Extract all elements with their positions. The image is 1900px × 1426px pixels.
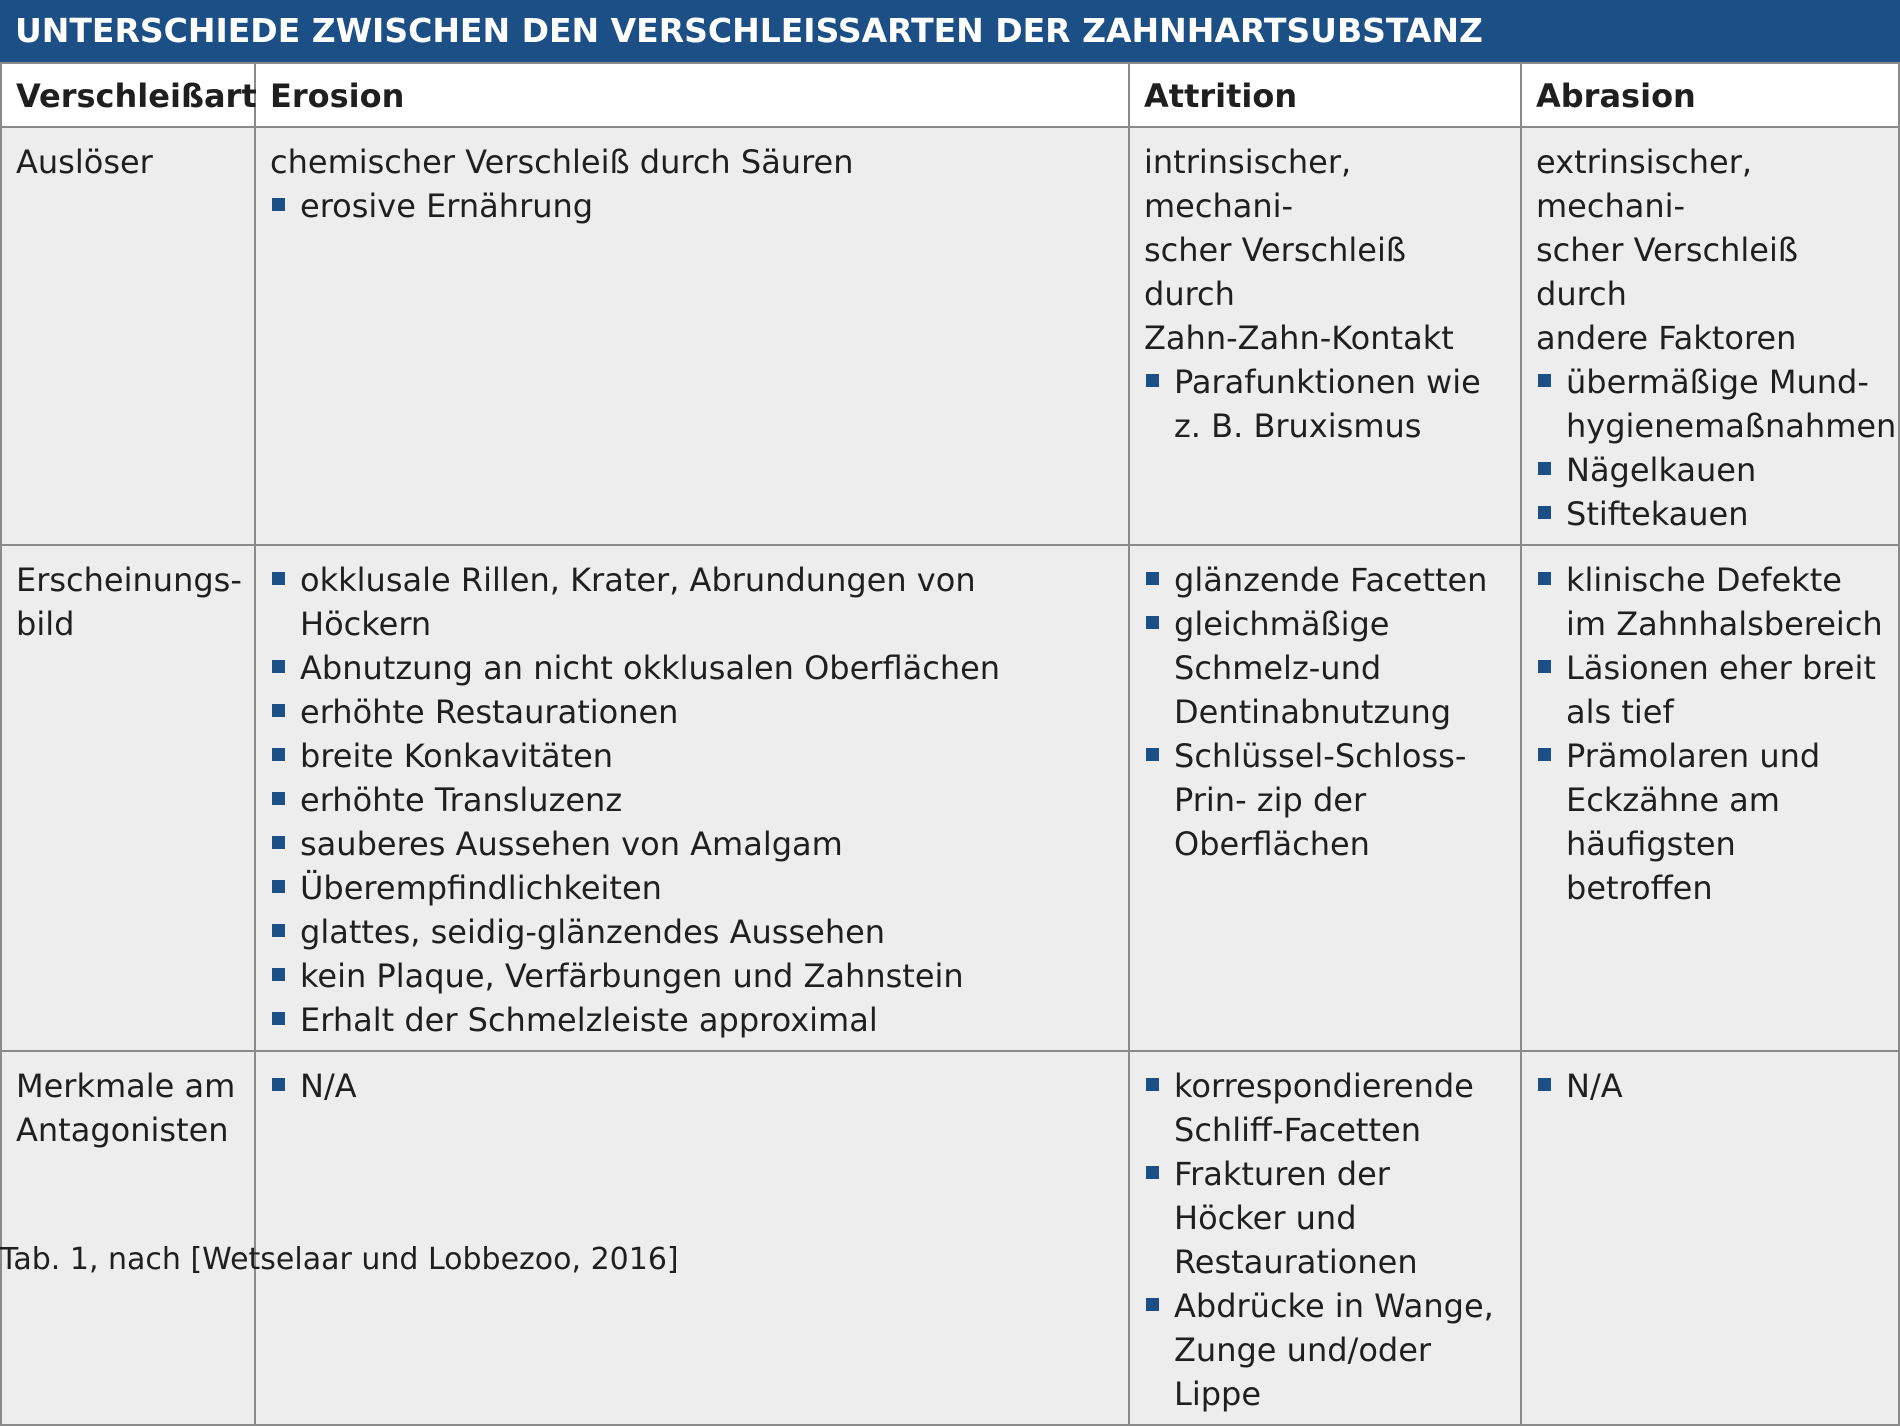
bullet-text: erhöhte Restaurationen — [300, 693, 679, 731]
cell-ausloeser-erosion — [255, 127, 1129, 545]
bullet-text: Frakturen der Höcker und Restaurationen — [1174, 1155, 1418, 1281]
bullet-text: Prämolaren und Eckzähne am häufigsten betroffen — [1566, 737, 1821, 907]
bullet-text: Stiftekauen — [1566, 495, 1749, 533]
bullet-item — [270, 998, 1114, 1042]
bullet-text: klinische Defekte im Zahnhalsbereich — [1566, 561, 1883, 643]
square-bullet-icon — [1538, 462, 1551, 475]
bullet-text: Erhalt der Schmelzleiste approximal — [300, 1001, 878, 1039]
cell-ausloeser-abrasion — [1521, 127, 1899, 545]
bullet-text: erhöhte Transluzenz — [300, 781, 623, 819]
cell-ausloeser-attrition — [1129, 127, 1521, 545]
bullet-text: erosive Ernährung — [300, 187, 594, 225]
table-caption: Tab. 1, nach [Wetselaar und Lobbezoo, 2016] — [0, 1242, 679, 1277]
square-bullet-icon — [272, 836, 285, 849]
square-bullet-icon — [1538, 660, 1551, 673]
bullet-list — [1144, 558, 1506, 866]
intro-line: Zahn-Zahn-Kontakt — [1144, 319, 1454, 357]
bullet-list — [1536, 1064, 1884, 1108]
bullet-text: korrespondierende Schliff-Facetten — [1174, 1067, 1474, 1149]
bullet-item — [270, 866, 1114, 910]
bullet-item — [270, 646, 1114, 690]
square-bullet-icon — [1146, 616, 1159, 629]
intro-line: andere Faktoren — [1536, 319, 1797, 357]
cell-antagonisten-abrasion — [1521, 1051, 1899, 1425]
cell-erscheinungsbild-attrition — [1129, 545, 1521, 1051]
bullet-text: glänzende Facetten — [1174, 561, 1488, 599]
bullet-item — [1536, 646, 1884, 734]
bullet-item — [1144, 602, 1506, 734]
bullet-text: breite Konkavitäten — [300, 737, 614, 775]
header-attrition: Attrition — [1129, 63, 1521, 127]
square-bullet-icon — [272, 1012, 285, 1025]
bullet-item — [270, 954, 1114, 998]
bullet-text: Schlüssel-Schloss-Prin- zip der Oberflächen — [1174, 737, 1467, 863]
square-bullet-icon — [272, 198, 285, 211]
wear-comparison-table — [0, 62, 1900, 1426]
row-label-antagonisten: Merkmale am Antagonisten — [1, 1051, 255, 1425]
bullet-item — [1144, 360, 1506, 448]
square-bullet-icon — [1538, 1078, 1551, 1091]
bullet-text: Abnutzung an nicht okklusalen Oberflächen — [300, 649, 1001, 687]
bullet-list — [1536, 360, 1897, 536]
square-bullet-icon — [1538, 506, 1551, 519]
header-verschleissart: Verschleißart — [1, 63, 255, 127]
row-erscheinungsbild — [1, 545, 1899, 1051]
bullet-item — [1144, 734, 1506, 866]
cell-erscheinungsbild-abrasion — [1521, 545, 1899, 1051]
bullet-list — [1144, 1064, 1506, 1416]
bullet-text: gleichmäßige Schmelz-und Dentinabnutzung — [1174, 605, 1452, 731]
bullet-text: Nägelkauen — [1566, 451, 1757, 489]
square-bullet-icon — [272, 924, 285, 937]
square-bullet-icon — [1538, 748, 1551, 761]
bullet-text: Parafunktionen wie z. B. Bruxismus — [1174, 363, 1481, 445]
bullet-item — [270, 1064, 1114, 1108]
intro-line: scher Verschleiß durch — [1536, 231, 1798, 313]
bullet-item — [270, 910, 1114, 954]
bullet-text: N/A — [1566, 1067, 1623, 1105]
square-bullet-icon — [1538, 572, 1551, 585]
square-bullet-icon — [272, 704, 285, 717]
square-bullet-icon — [272, 880, 285, 893]
bullet-list — [270, 1064, 1114, 1108]
square-bullet-icon — [1146, 1298, 1159, 1311]
square-bullet-icon — [272, 572, 285, 585]
bullet-item — [1144, 1152, 1506, 1284]
square-bullet-icon — [1146, 374, 1159, 387]
bullet-list — [1144, 360, 1506, 448]
bullet-item — [1536, 448, 1884, 492]
square-bullet-icon — [272, 968, 285, 981]
bullet-item — [1536, 734, 1884, 910]
bullet-item — [270, 734, 1114, 778]
table-title: UNTERSCHIEDE ZWISCHEN DEN VERSCHLEISSARTEN DER ZAHNHARTSUBSTANZ — [0, 0, 1900, 62]
bullet-text: glattes, seidig-glänzendes Aussehen — [300, 913, 886, 951]
intro-line: intrinsischer, mechani- — [1144, 143, 1352, 225]
square-bullet-icon — [272, 792, 285, 805]
row-ausloeser — [1, 127, 1899, 545]
square-bullet-icon — [1146, 572, 1159, 585]
bullet-item — [270, 184, 1114, 228]
bullet-list — [270, 558, 1114, 1042]
cell-antagonisten-attrition — [1129, 1051, 1521, 1425]
bullet-item — [1144, 1284, 1506, 1416]
cell-erscheinungsbild-erosion — [255, 545, 1129, 1051]
bullet-item — [270, 558, 1114, 646]
bullet-item — [1536, 360, 1897, 448]
square-bullet-icon — [272, 660, 285, 673]
cell-intro — [270, 140, 1114, 184]
bullet-text: übermäßige Mund- hygienemaßnahmen — [1566, 363, 1897, 445]
bullet-item — [1536, 1064, 1884, 1108]
bullet-item — [270, 822, 1114, 866]
bullet-text: okklusale Rillen, Krater, Abrundungen von Höckern — [300, 561, 976, 643]
bullet-text: sauberes Aussehen von Amalgam — [300, 825, 843, 863]
bullet-item — [1536, 492, 1884, 536]
header-erosion: Erosion — [255, 63, 1129, 127]
header-row — [1, 63, 1899, 127]
bullet-list — [270, 184, 1114, 228]
intro-line: extrinsischer, mechani- — [1536, 143, 1753, 225]
bullet-item — [1536, 558, 1884, 646]
bullet-text: Läsionen eher breit als tief — [1566, 649, 1876, 731]
cell-intro — [1536, 140, 1884, 360]
square-bullet-icon — [1146, 748, 1159, 761]
square-bullet-icon — [1146, 1078, 1159, 1091]
bullet-text: Abdrücke in Wange, Zunge und/oder Lippe — [1174, 1287, 1494, 1413]
intro-line: chemischer Verschleiß durch Säuren — [270, 143, 854, 181]
row-label-ausloeser: Auslöser — [1, 127, 255, 545]
bullet-item — [1144, 1064, 1506, 1152]
bullet-text: kein Plaque, Verfärbungen und Zahnstein — [300, 957, 964, 995]
bullet-item — [270, 690, 1114, 734]
square-bullet-icon — [272, 748, 285, 761]
bullet-list — [1536, 558, 1884, 910]
bullet-text: N/A — [300, 1067, 357, 1105]
bullet-text: Überempfindlichkeiten — [300, 869, 662, 907]
bullet-item — [270, 778, 1114, 822]
square-bullet-icon — [272, 1078, 285, 1091]
header-abrasion: Abrasion — [1521, 63, 1899, 127]
intro-line: scher Verschleiß durch — [1144, 231, 1406, 313]
cell-intro — [1144, 140, 1506, 360]
row-label-erscheinungsbild: Erscheinungs- bild — [1, 545, 255, 1051]
square-bullet-icon — [1146, 1166, 1159, 1179]
bullet-item — [1144, 558, 1506, 602]
square-bullet-icon — [1538, 374, 1551, 387]
